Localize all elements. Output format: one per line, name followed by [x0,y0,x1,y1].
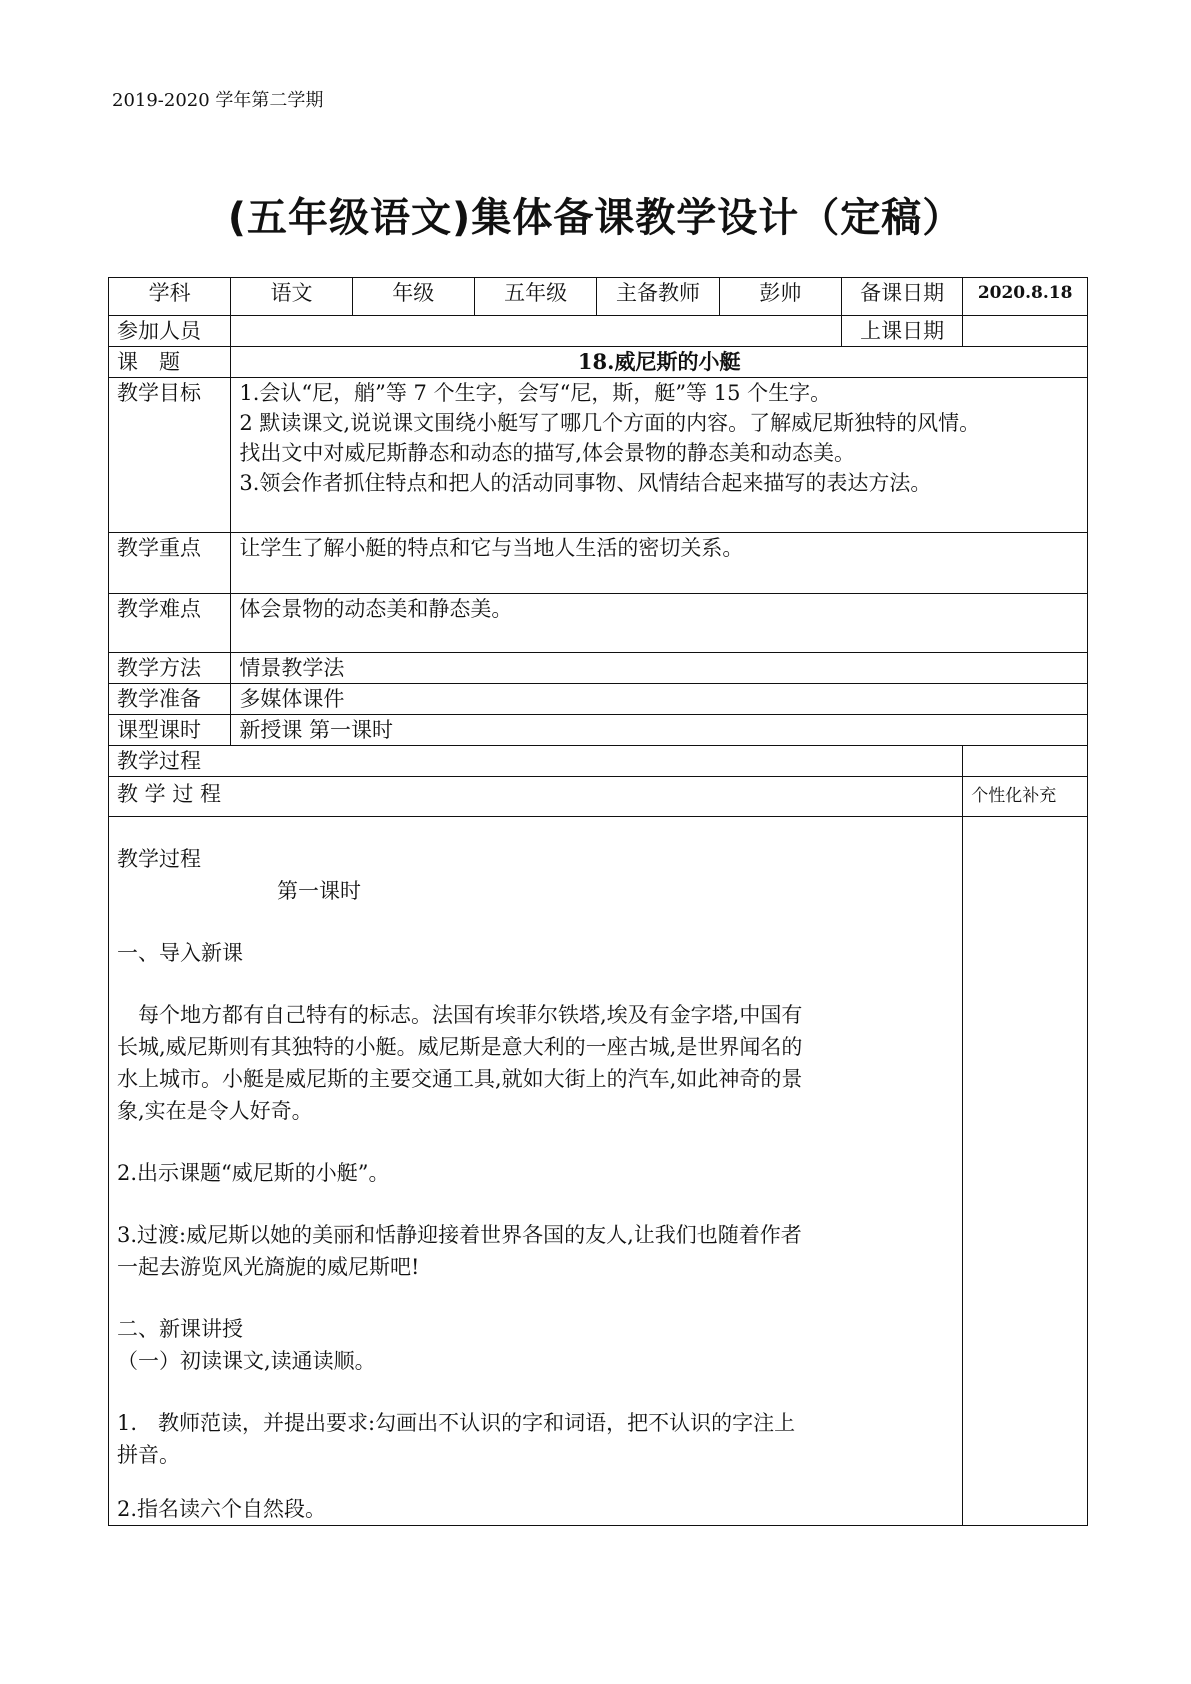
document-title: (五年级语文)集体备课教学设计（定稿） [227,195,964,241]
preparation-label: 教学准备 [109,684,231,715]
prep-date-label: 备课日期 [842,278,963,316]
objective-line: 2 默读课文,说说课文围绕小艇写了哪几个方面的内容。了解威尼斯独特的风情。 [239,411,981,435]
teacher-label: 主备教师 [597,278,719,316]
step-2: 2.出示课题“威尼斯的小艇”。 [117,1161,390,1185]
row-lesson-type [109,715,1088,746]
row-participants [109,316,1088,347]
grade-value: 五年级 [474,278,596,316]
process-header-label: 教 学 过 程 [109,777,963,817]
semester-header: 2019-2020 学年第二学期 [112,90,324,111]
intro-line: 长城,威尼斯则有其独特的小艇。威尼斯是意大利的一座古城,是世界闻名的 [117,1035,803,1059]
step-3-line: 一起去游览风光旖旎的威尼斯吧! [117,1255,420,1279]
objective-line: 找出文中对威尼斯静态和动态的描写,体会景物的静态美和动态美。 [239,441,856,465]
lesson-plan-table [108,277,1088,1526]
participants-value [231,316,842,347]
key-point-label: 教学重点 [109,533,231,594]
row-key-point [109,533,1088,594]
process-body [109,817,963,1526]
objective-line: 3.领会作者抓住特点和把人的活动同事物、风情结合起来描写的表达方法。 [239,471,932,495]
key-point-value: 让学生了解小艇的特点和它与当地人生活的密切关系。 [231,533,1088,594]
participants-label: 参加人员 [109,316,231,347]
difficulty-label: 教学难点 [109,594,231,653]
row-difficulty [109,594,1088,653]
difficulty-value: 体会景物的动态美和静态美。 [231,594,1088,653]
method-label: 教学方法 [109,653,231,684]
row-process-section [109,746,1088,777]
class-date-label: 上课日期 [842,316,963,347]
method-value: 情景教学法 [231,653,1088,684]
preparation-value: 多媒体课件 [231,684,1088,715]
part1-title: 一、导入新课 [117,941,243,965]
part2-subtitle: （一）初读课文,读通读顺。 [117,1349,376,1373]
intro-line: 水上城市。小艇是威尼斯的主要交通工具,就如大街上的汽车,如此神奇的景 [117,1067,803,1091]
grade-label: 年级 [352,278,474,316]
step-3-line: 3.过渡:威尼斯以她的美丽和恬静迎接着世界各国的友人,让我们也随着作者 [117,1223,802,1247]
step-b: 2.指名读六个自然段。 [117,1497,327,1521]
objective-line: 1.会认“尼，艄”等 7 个生字，会写“尼，斯，艇”等 15 个生字。 [239,381,832,405]
step-a-line: 拼音。 [117,1443,180,1467]
intro-line: 象,实在是令人好奇。 [117,1099,313,1123]
process-heading: 教学过程 [117,847,201,871]
topic-label: 课 题 [109,347,231,378]
row-info [109,278,1088,316]
lesson-type-label: 课型课时 [109,715,231,746]
class-date-value [963,316,1088,347]
supplement-label: 个性化补充 [963,777,1088,817]
objectives-content [231,378,1088,533]
row-objectives [109,378,1088,533]
teacher-value: 彭帅 [719,278,841,316]
step-a-line: 1. 教师范读，并提出要求:勾画出不认识的字和词语，把不认识的字注上 [117,1411,796,1435]
row-preparation [109,684,1088,715]
intro-line: 每个地方都有自己特有的标志。法国有埃菲尔铁塔,埃及有金字塔,中国有 [117,1003,803,1027]
row-topic [109,347,1088,378]
process-section-blank [963,746,1088,777]
period-label: 第一课时 [277,879,361,903]
prep-date-value: 2020.8.18 [963,278,1088,316]
part2-title: 二、新课讲授 [117,1317,243,1341]
topic-value: 18.威尼斯的小艇 [231,347,1088,378]
subject-value: 语文 [231,278,352,316]
row-process-header [109,777,1088,817]
subject-label: 学科 [109,278,231,316]
lesson-type-value: 新授课 第一课时 [231,715,1088,746]
row-process-body [109,817,1088,1526]
objectives-label: 教学目标 [109,378,231,533]
process-section-label: 教学过程 [109,746,963,777]
row-method [109,653,1088,684]
supplement-column [963,817,1088,1526]
